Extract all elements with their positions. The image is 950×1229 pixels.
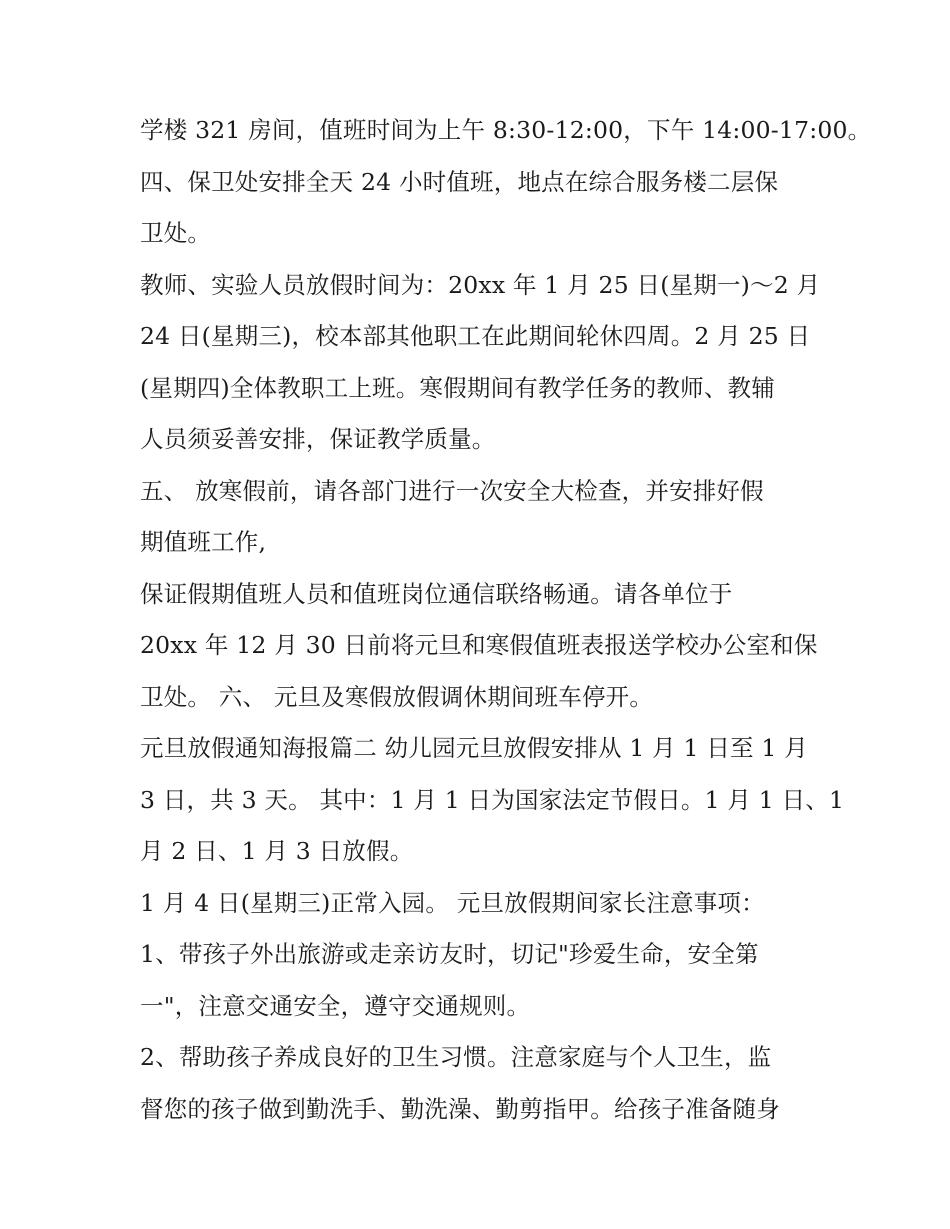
text-line: 学楼 321 房间，值班时间为上午 8:30-12:00，下午 14:00-17:00。 (140, 116, 872, 144)
text-line: 卫处。 (140, 219, 212, 247)
text-line: 人员须妥善安排，保证教学质量。 (140, 425, 496, 453)
text-line: 元旦放假通知海报篇二 幼儿园元旦放假安排从 1 月 1 日至 1 月 (140, 734, 808, 762)
text-line: 五、 放寒假前，请各部门进行一次安全大检查，并安排好假 (140, 476, 764, 505)
text-line: 2、帮助孩子养成良好的卫生习惯。注意家庭与个人卫生，监 (140, 1043, 772, 1071)
text-line: 教师、实验人员放假时间为：20xx 年 1 月 25 日(星期一)～2 月 (140, 270, 821, 299)
text-line: 24 日(星期三)，校本部其他职工在此期间轮休四周。2 月 25 日 (140, 322, 811, 350)
text-line: 卫处。 六、 元旦及寒假放假调休期间班车停开。 (140, 682, 654, 711)
text-line: 期值班工作, (140, 528, 267, 556)
text-line: 保证假期值班人员和值班岗位通信联络畅通。请各单位于 (140, 579, 733, 608)
document-body (140, 105, 872, 1135)
text-line: 月 2 日、1 月 3 日放假。 (140, 837, 414, 865)
text-line: 1、带孩子外出旅游或走亲访友时，切记"珍爱生命，安全第 (140, 940, 759, 968)
text-line: (星期四)全体教职工上班。寒假期间有教学任务的教师、教辅 (140, 373, 775, 402)
text-line: 1 月 4 日(星期三)正常入园。 元旦放假期间家长注意事项： (140, 888, 765, 917)
text-line: 20xx 年 12 月 30 日前将元旦和寒假值班表报送学校办公室和保 (140, 631, 818, 659)
text-line: 3 日，共 3 天。 其中：1 月 1 日为国家法定节假日。1 月 1 日、1 (140, 785, 845, 814)
text-line: 四、保卫处安排全天 24 小时值班，地点在综合服务楼二层保 (140, 167, 779, 196)
text-line: 督您的孩子做到勤洗手、勤洗澡、勤剪指甲。给孩子准备随身 (140, 1094, 780, 1123)
text-line: 一"，注意交通安全，遵守交通规则。 (140, 991, 531, 1020)
